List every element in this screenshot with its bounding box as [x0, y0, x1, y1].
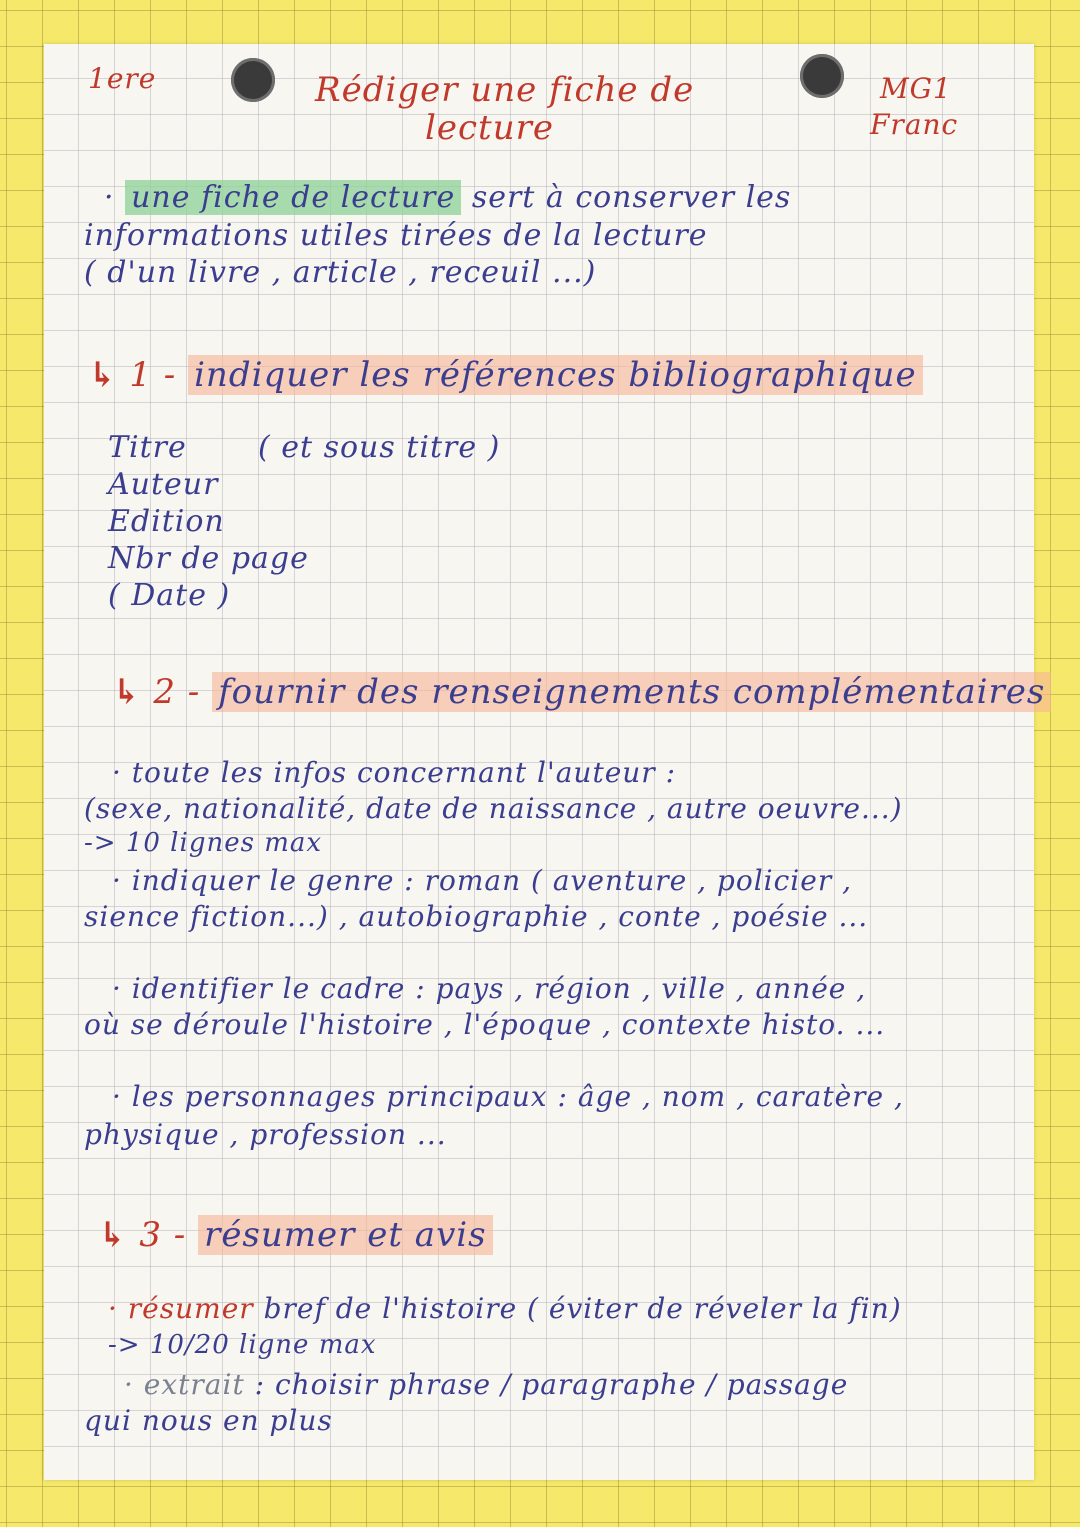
- section3-line-1: [108, 1292, 902, 1325]
- section2-line: · indiquer le genre : roman ( aventure , policier ,: [112, 864, 853, 897]
- section3-heading: résumer et avis: [198, 1215, 493, 1255]
- section3-line1-rest: bref de l'histoire ( éviter de réveler la fin): [263, 1292, 902, 1325]
- section2-line: (sexe, nationalité, date de naissance , autre oeuvre...): [84, 792, 903, 825]
- intro-line-2: informations utiles tirées de la lecture: [84, 218, 708, 253]
- section1-number: 1 -: [129, 355, 177, 395]
- intro-highlight: une fiche de lecture: [125, 180, 461, 215]
- section3-extrait-label: · extrait: [124, 1368, 245, 1401]
- section2-line: sience fiction...) , autobiographie , conte , poésie ...: [84, 900, 869, 933]
- section1-arrow-icon: ↳: [88, 355, 118, 395]
- section2-number: 2 -: [153, 672, 201, 712]
- page-title-line2: lecture: [425, 108, 554, 148]
- punch-hole-left: [231, 58, 275, 102]
- section1-item-auteur: Auteur: [108, 467, 219, 502]
- section1-item-edition: Edition: [108, 504, 225, 539]
- intro-line-3: ( d'un livre , article , receuil ...): [84, 255, 597, 290]
- intro-bullet: ·: [104, 180, 115, 215]
- section2-line: -> 10 lignes max: [84, 828, 323, 858]
- section1-item-pages: Nbr de page: [108, 541, 309, 576]
- section2-heading: fournir des renseignements complémentaires: [212, 672, 1051, 712]
- class-label: 1ere: [88, 62, 157, 95]
- section3-line-4: qui nous en plus: [84, 1404, 333, 1437]
- intro-line-1: [104, 180, 791, 215]
- punch-hole-right: [800, 54, 844, 98]
- section1-heading: indiquer les références bibliographique: [188, 355, 923, 395]
- section3-line-2: -> 10/20 ligne max: [108, 1330, 377, 1360]
- section2-line: physique , profession ...: [84, 1118, 447, 1151]
- section2-line: · identifier le cadre : pays , région , ville , année ,: [112, 972, 867, 1005]
- section2-arrow-icon: ↳: [112, 672, 142, 712]
- section1-heading-row: [88, 355, 923, 395]
- course-subject: Franc: [870, 108, 959, 141]
- section3-arrow-icon: ↳: [98, 1215, 128, 1255]
- intro-line1-rest: sert à conserver les: [471, 180, 792, 215]
- course-code: MG1: [880, 72, 952, 105]
- section2-line: · les personnages principaux : âge , nom , caratère ,: [112, 1080, 904, 1113]
- section3-number: 3 -: [139, 1215, 187, 1255]
- section3-resumer-label: · résumer: [108, 1292, 254, 1325]
- section3-line3-rest: : choisir phrase / paragraphe / passage: [254, 1368, 849, 1401]
- page-title-line1: Rédiger une fiche de: [315, 70, 695, 110]
- section1-titre-note: ( et sous titre ): [258, 430, 501, 465]
- section2-line: où se déroule l'histoire , l'époque , contexte histo. ...: [84, 1008, 886, 1041]
- section1-item-titre: Titre: [108, 430, 187, 465]
- section1-item-date: ( Date ): [108, 578, 231, 613]
- section2-heading-row: [112, 672, 1051, 712]
- section3-heading-row: [98, 1215, 493, 1255]
- section3-line-3: [124, 1368, 848, 1401]
- section2-line: · toute les infos concernant l'auteur :: [112, 756, 677, 789]
